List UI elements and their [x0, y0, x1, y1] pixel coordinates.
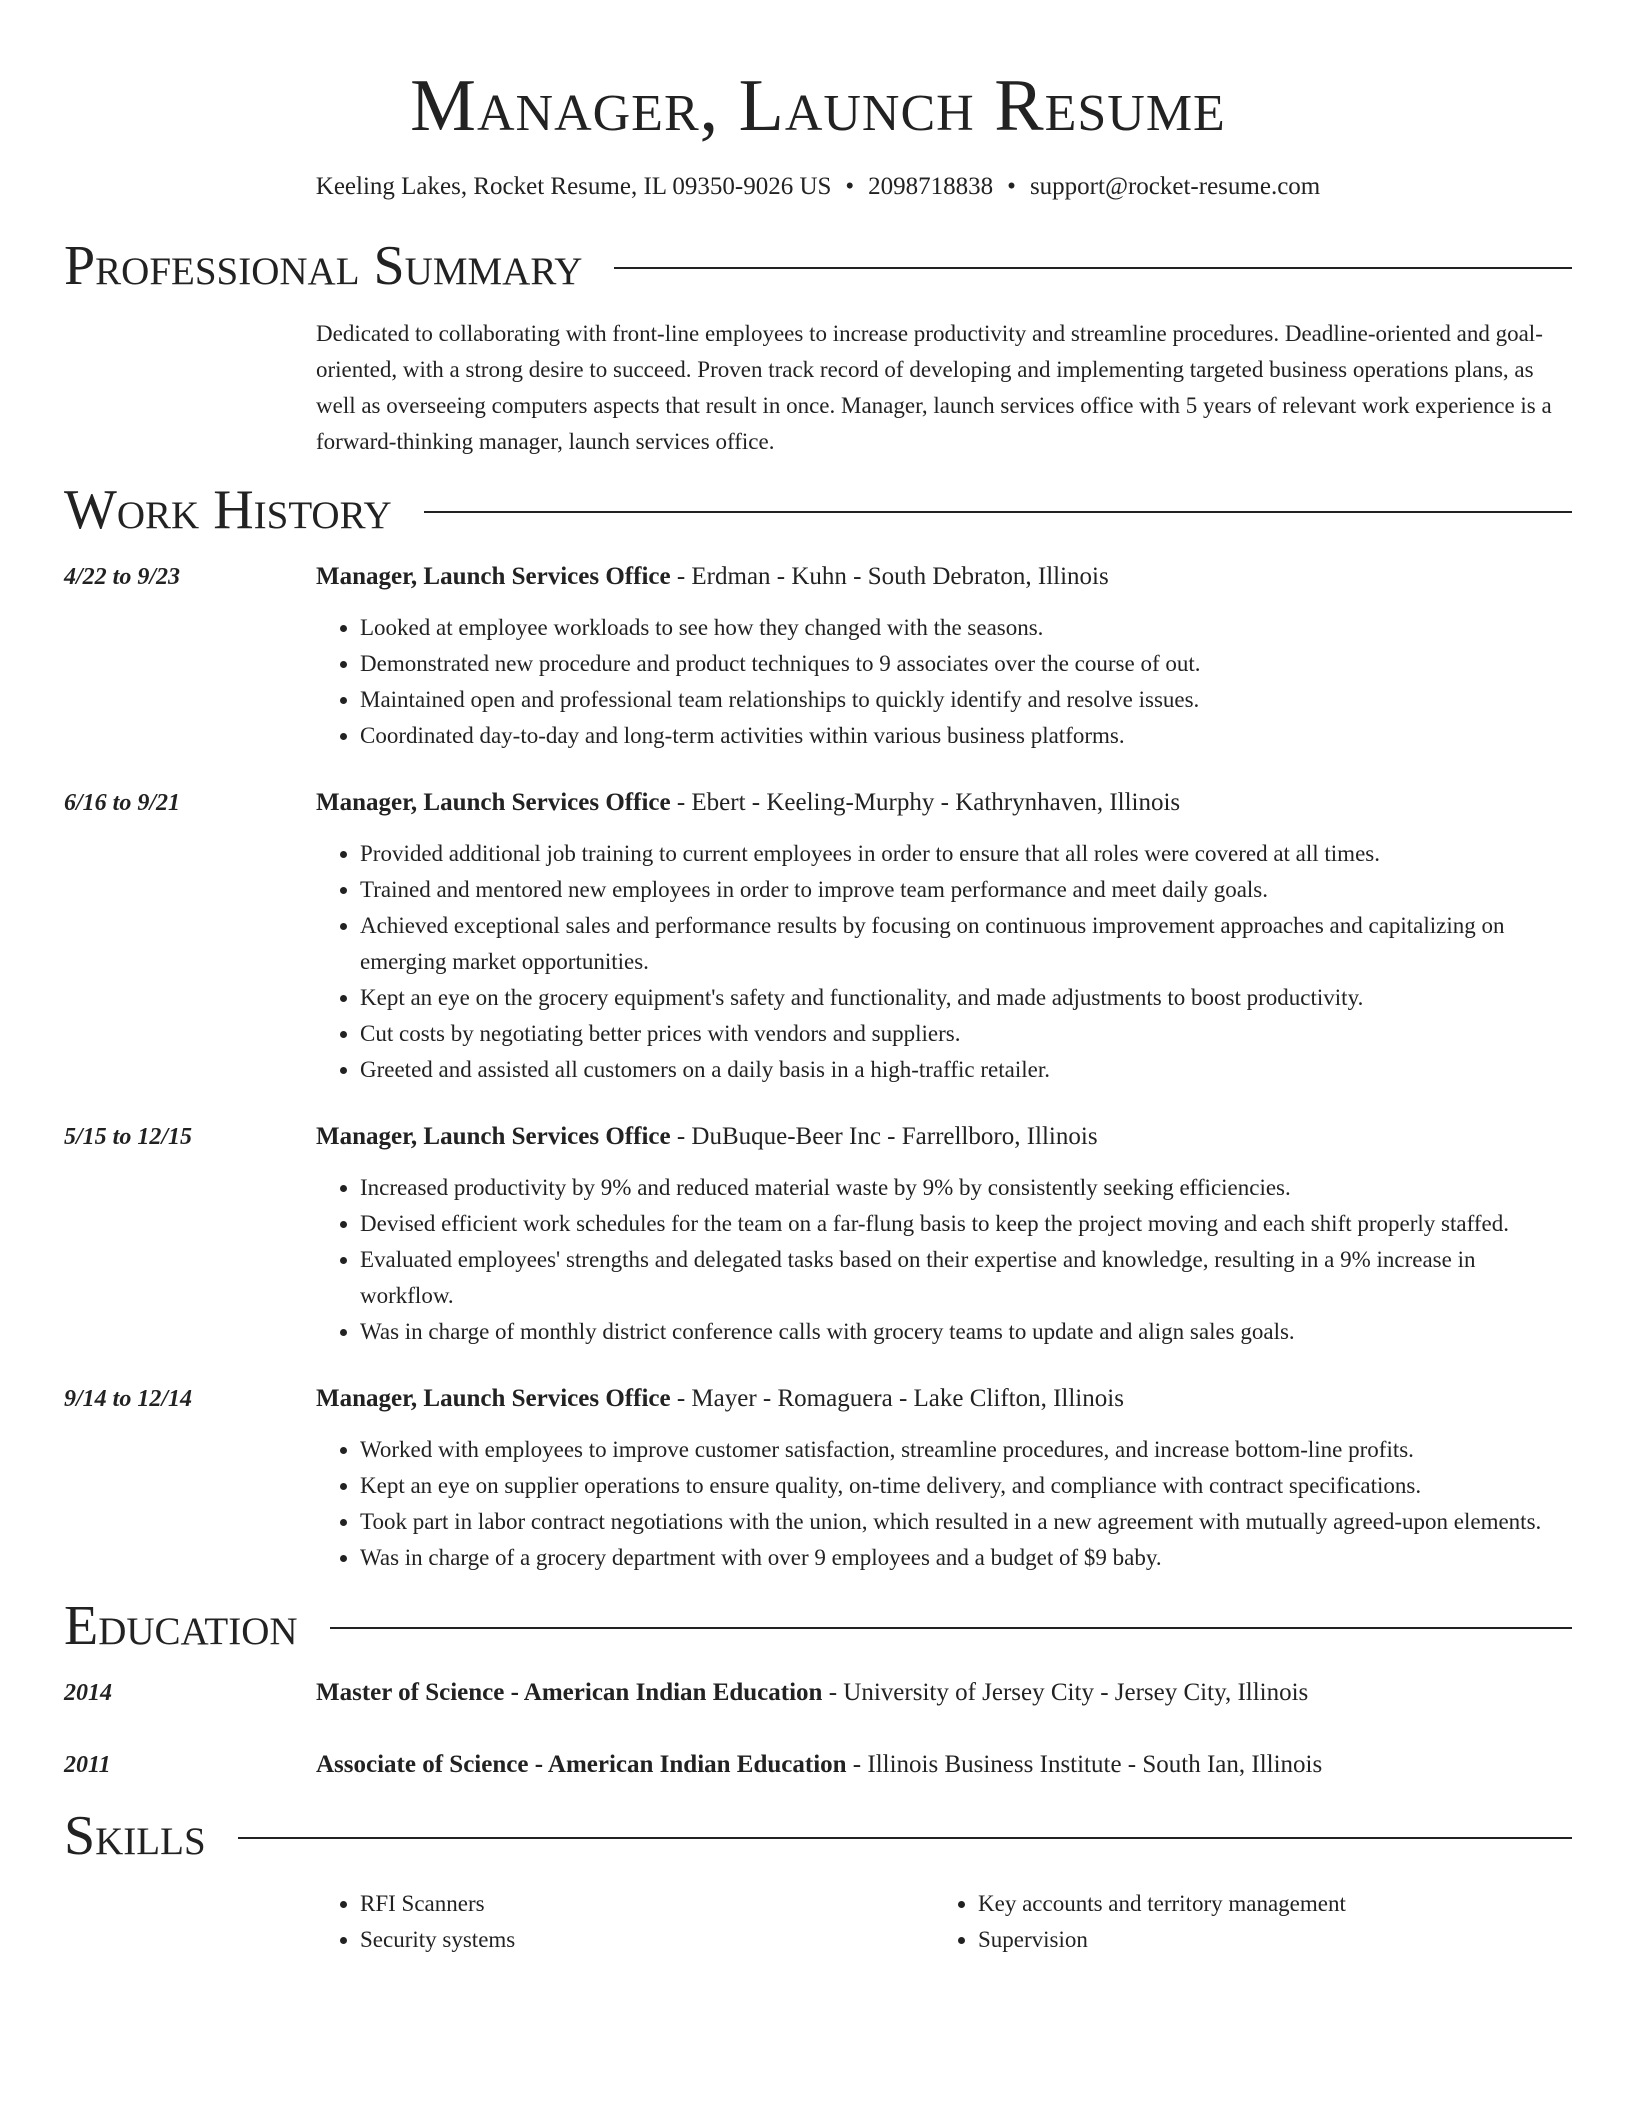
skills-heading	[64, 1804, 1572, 1868]
contact-address: Keeling Lakes, Rocket Resume, IL 09350-9026 US	[315, 173, 832, 200]
contact-separator: •	[1007, 173, 1016, 200]
job-entry	[64, 786, 1572, 1088]
job-bullet: • Coordinated day-to-day and long-term activities within various business platforms.	[360, 718, 1572, 754]
skills-list	[316, 1886, 934, 1958]
education-details: - Illinois Business Institute - South Ian, Illinois	[846, 1751, 1323, 1778]
job-bullet: • Maintained open and professional team relationships to quickly identify and resolve issues.	[360, 682, 1572, 718]
job-position: Manager, Launch Services Office	[316, 563, 671, 590]
education-details: - University of Jersey City - Jersey City, Illinois	[822, 1679, 1309, 1706]
job-bullet: • Increased productivity by 9% and reduced material waste by 9% by consistently seeking efficiencies.	[360, 1170, 1572, 1206]
job-bullet: • Kept an eye on the grocery equipment's safety and functionality, and made adjustments to boost productivity.	[360, 980, 1572, 1016]
contact-separator: •	[845, 173, 855, 200]
job-dates: 4/22 to 9/23	[64, 564, 181, 590]
job-entry	[64, 1382, 1572, 1576]
contact-email: support@rocket-resume.com	[1029, 173, 1321, 200]
education-degree: Master of Science - American Indian Education	[316, 1679, 823, 1706]
contact-line	[64, 170, 1572, 204]
summary-section	[64, 234, 1572, 460]
resume-page	[64, 0, 1572, 1958]
job-bullet: • Was in charge of a grocery department with over 9 employees and a budget of $9 baby.	[360, 1540, 1572, 1576]
summary-title: Professional Summary	[64, 235, 583, 297]
job-details: - Ebert - Keeling-Murphy - Kathrynhaven, Illinois	[670, 789, 1181, 816]
education-line	[316, 1676, 1572, 1710]
education-body	[316, 1676, 1572, 1710]
job-bullet: • Worked with employees to improve customer satisfaction, streamline procedures, and increase bottom-line profits.	[360, 1432, 1572, 1468]
job-bullet: • Devised efficient work schedules for the team on a far-flung basis to keep the project moving and each shift properly staffed.	[360, 1206, 1572, 1242]
job-bullet: • Trained and mentored new employees in order to improve team performance and meet daily goals.	[360, 872, 1572, 908]
job-position: Manager, Launch Services Office	[316, 1385, 671, 1412]
job-bullet: • Looked at employee workloads to see how they changed with the seasons.	[360, 610, 1572, 646]
job-details: - Mayer - Romaguera - Lake Clifton, Illinois	[670, 1385, 1124, 1412]
job-dates: 6/16 to 9/21	[64, 790, 181, 816]
job-title-line	[316, 1120, 1572, 1154]
job-bullet: • Took part in labor contract negotiations with the union, which resulted in a new agreement with mutually agreed-upon elements.	[360, 1504, 1572, 1540]
job-title-line	[316, 786, 1572, 820]
job-bullet: • Was in charge of monthly district conference calls with grocery teams to update and align sales goals.	[360, 1314, 1572, 1350]
job-body	[316, 560, 1572, 754]
skills-column-left	[316, 1886, 934, 1958]
work-history-heading	[64, 478, 1572, 542]
work-history-title: Work History	[64, 479, 392, 541]
job-position: Manager, Launch Services Office	[316, 789, 671, 816]
job-bullets	[316, 1432, 1572, 1576]
education-heading	[64, 1594, 1572, 1658]
job-bullet: • Cut costs by negotiating better prices with vendors and suppliers.	[360, 1016, 1572, 1052]
work-history-section	[64, 478, 1572, 1576]
job-title-line	[316, 560, 1572, 594]
job-bullet: • Provided additional job training to current employees in order to ensure that all roles were covered at all times.	[360, 836, 1572, 872]
education-entry	[64, 1676, 1572, 1710]
education-year: 2011	[64, 1752, 111, 1778]
skills-grid	[316, 1886, 1572, 1958]
skills-list	[934, 1886, 1552, 1958]
job-bullet: • Demonstrated new procedure and product techniques to 9 associates over the course of out.	[360, 646, 1572, 682]
summary-heading	[64, 234, 1572, 298]
job-bullets	[316, 1170, 1572, 1350]
education-year: 2014	[64, 1680, 112, 1706]
job-dates: 9/14 to 12/14	[64, 1386, 193, 1412]
job-body	[316, 1382, 1572, 1576]
job-bullet: • Achieved exceptional sales and performance results by focusing on continuous improvement approaches and capitalizing on emerging market opportunities.	[360, 908, 1572, 980]
skill-item: • RFI Scanners	[360, 1886, 934, 1922]
education-title: Education	[64, 1595, 298, 1657]
job-bullet: • Evaluated employees' strengths and delegated tasks based on their expertise and knowledge, resulting in a 9% increase in workflow.	[360, 1242, 1572, 1314]
resume-name: Manager, Launch Resume	[410, 65, 1226, 147]
section-divider	[614, 267, 1572, 269]
job-bullet: • Greeted and assisted all customers on a daily basis in a high-traffic retailer.	[360, 1052, 1572, 1088]
job-body	[316, 786, 1572, 1088]
education-degree: Associate of Science - American Indian Education	[316, 1751, 847, 1778]
skill-item: • Key accounts and territory management	[978, 1886, 1552, 1922]
job-dates: 5/15 to 12/15	[64, 1124, 193, 1150]
skill-item: • Supervision	[978, 1922, 1552, 1958]
skills-column-right	[934, 1886, 1552, 1958]
education-line	[316, 1748, 1572, 1782]
skills-title: Skills	[64, 1805, 206, 1867]
job-title-line	[316, 1382, 1572, 1416]
education-entry	[64, 1748, 1572, 1782]
job-body	[316, 1120, 1572, 1350]
skill-item: • Security systems	[360, 1922, 934, 1958]
job-details: - Erdman - Kuhn - South Debraton, Illinois	[670, 563, 1109, 590]
job-bullet: • Kept an eye on supplier operations to ensure quality, on-time delivery, and compliance with contract specifications.	[360, 1468, 1572, 1504]
job-entry	[64, 1120, 1572, 1350]
skills-section	[64, 1804, 1572, 1958]
job-entry	[64, 560, 1572, 754]
job-bullets	[316, 610, 1572, 754]
education-section	[64, 1594, 1572, 1782]
job-bullets	[316, 836, 1572, 1088]
contact-phone: 2098718838	[868, 173, 994, 200]
job-details: - DuBuque-Beer Inc - Farrellboro, Illinois	[670, 1123, 1098, 1150]
job-position: Manager, Launch Services Office	[316, 1123, 671, 1150]
summary-text: Dedicated to collaborating with front-line employees to increase productivity and streamline procedures. Deadline-oriented and goal-oriented, with a strong desire to succeed. Proven track record of developing and implementing targeted business operations plans, as well as overseeing computers aspects that result in once. Manager, launch services office with 5 years of relevant work experience is a forward-thinking manager, launch services office.	[316, 321, 1552, 454]
section-divider	[424, 511, 1572, 513]
education-body	[316, 1748, 1572, 1782]
section-divider	[330, 1627, 1572, 1629]
section-divider	[238, 1837, 1572, 1839]
